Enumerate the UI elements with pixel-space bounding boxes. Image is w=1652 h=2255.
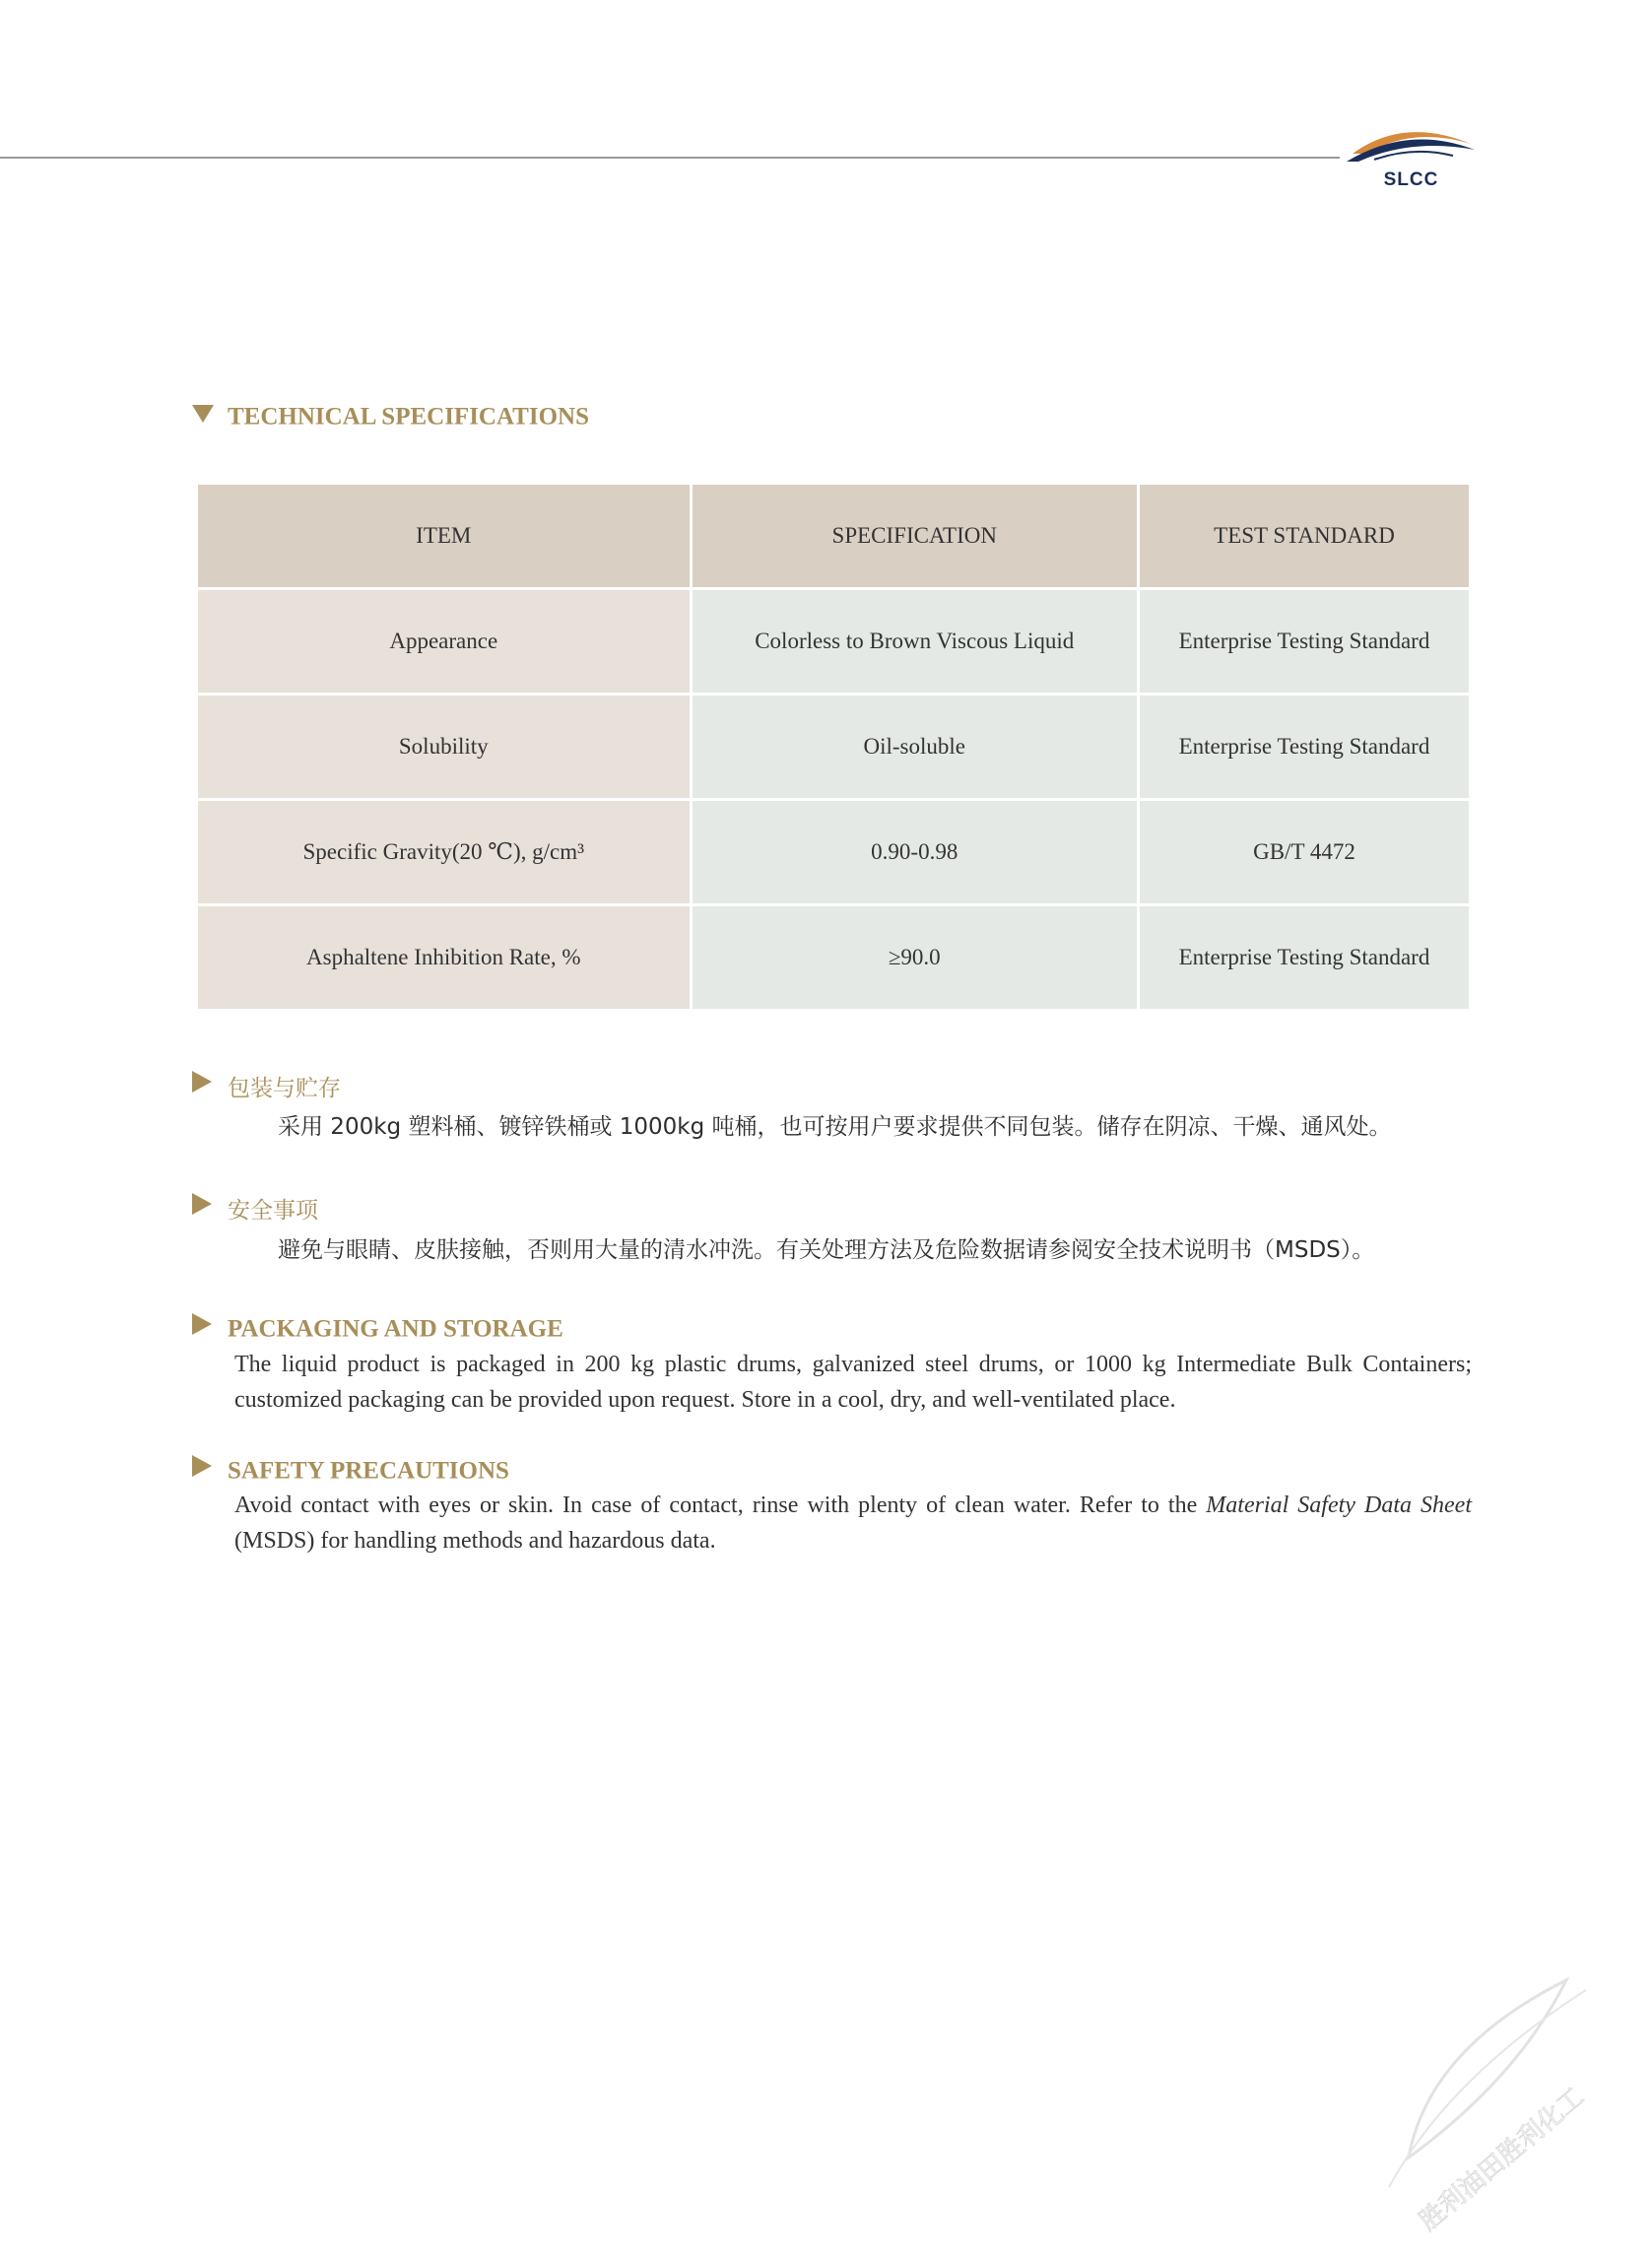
triangle-right-icon bbox=[192, 1193, 228, 1221]
watermark-text: 胜利油田胜利化工 bbox=[1414, 2082, 1590, 2236]
cell-test-standard: Enterprise Testing Standard bbox=[1140, 906, 1469, 1009]
logo-wordmark: SLCC bbox=[1383, 169, 1439, 190]
cell-test-standard: Enterprise Testing Standard bbox=[1140, 590, 1469, 693]
column-header-item: ITEM bbox=[198, 485, 690, 587]
header-divider bbox=[0, 157, 1340, 159]
safety-text-part: Avoid contact with eyes or skin. In case of contact, rinse with plenty of clean water. Refer to the bbox=[234, 1492, 1207, 1518]
specifications-table bbox=[195, 482, 1472, 1012]
safety-text-part: (MSDS) for handling methods and hazardous data. bbox=[234, 1528, 716, 1554]
triangle-down-icon bbox=[192, 402, 228, 430]
triangle-right-icon bbox=[192, 1071, 228, 1098]
company-logo bbox=[1345, 116, 1478, 200]
cell-specification: ≥90.0 bbox=[693, 906, 1137, 1009]
table-row bbox=[198, 696, 1469, 798]
logo-arc-icon bbox=[1345, 116, 1478, 170]
column-header-specification: SPECIFICATION bbox=[693, 485, 1137, 587]
cell-test-standard: Enterprise Testing Standard bbox=[1140, 696, 1469, 798]
watermark-logo bbox=[1369, 1960, 1645, 2241]
table-row bbox=[198, 590, 1469, 693]
cell-test-standard: GB/T 4472 bbox=[1140, 801, 1469, 903]
packaging-storage-heading: PACKAGING AND STORAGE bbox=[192, 1313, 563, 1343]
cell-item: Asphaltene Inhibition Rate, % bbox=[198, 906, 690, 1009]
cn-packaging-heading: 包装与贮存 bbox=[192, 1070, 341, 1102]
leaf-watermark-icon bbox=[1369, 1960, 1645, 2236]
cn-safety-text: 避免与眼睛、皮肤接触，否则用大量的清水冲洗。有关处理方法及危险数据请参阅安全技术说明书（MSDS）。 bbox=[278, 1237, 1375, 1263]
triangle-right-icon bbox=[192, 1455, 228, 1484]
technical-specifications-heading: TECHNICAL SPECIFICATIONS bbox=[192, 402, 589, 431]
table-row bbox=[198, 801, 1469, 903]
cell-item: Appearance bbox=[198, 590, 690, 693]
cn-packaging-text: 采用 200kg 塑料桶、镀锌铁桶或 1000kg 吨桶，也可按用户要求提供不同包装。储存在阴凉、干燥、通风处。 bbox=[278, 1114, 1392, 1140]
cell-item: Solubility bbox=[198, 696, 690, 798]
triangle-right-icon bbox=[192, 1313, 228, 1342]
cell-specification: 0.90-0.98 bbox=[693, 801, 1137, 903]
cell-specification: Colorless to Brown Viscous Liquid bbox=[693, 590, 1137, 693]
safety-precautions-heading: SAFETY PRECAUTIONS bbox=[192, 1455, 509, 1485]
packaging-storage-text: The liquid product is packaged in 200 kg plastic drums, galvanized steel drums, or 1000 kg Intermediate Bulk Containers; customized packaging can be provided upon request. Store in a cool, dry, and well-ventilated place. bbox=[234, 1352, 1472, 1413]
cell-item: Specific Gravity(20 ℃), g/cm³ bbox=[198, 801, 690, 903]
msds-title-italic: Material Safety Data Sheet bbox=[1206, 1492, 1472, 1518]
table-row bbox=[198, 906, 1469, 1009]
cn-safety-heading: 安全事项 bbox=[192, 1192, 318, 1225]
column-header-test-standard: TEST STANDARD bbox=[1140, 485, 1469, 587]
table-header-row bbox=[198, 485, 1469, 587]
safety-precautions-text bbox=[234, 1488, 1472, 1559]
cell-specification: Oil-soluble bbox=[693, 696, 1137, 798]
